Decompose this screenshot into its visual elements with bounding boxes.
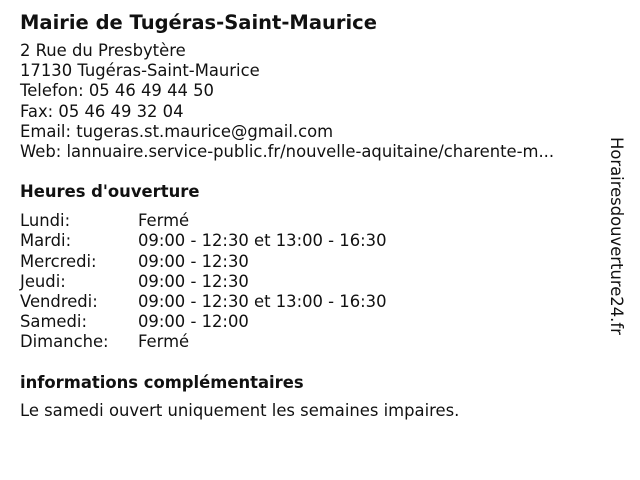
- hours-row: [20, 231, 610, 251]
- additional-info-text: Le samedi ouvert uniquement les semaines impaires.: [20, 400, 460, 420]
- hours-day: Mardi:: [20, 231, 72, 251]
- hours-day: Mercredi:: [20, 251, 97, 271]
- page-title: Mairie de Tugéras-Saint-Maurice: [20, 11, 377, 34]
- hours-row: [20, 211, 610, 231]
- hours-time: 09:00 - 12:30: [138, 251, 249, 271]
- web-line: Web: lannuaire.service-public.fr/nouvelle-aquitaine/charente-m...: [20, 142, 555, 162]
- hours-day: Vendredi:: [20, 292, 98, 312]
- business-card: [20, 9, 610, 421]
- hours-row: [20, 312, 610, 332]
- hours-row: [20, 272, 610, 292]
- hours-day: Dimanche:: [20, 332, 109, 352]
- hours-day: Lundi:: [20, 211, 71, 231]
- email-line: Email: tugeras.st.maurice@gmail.com: [20, 121, 334, 141]
- additional-info-heading: informations complémentaires: [20, 372, 304, 392]
- opening-hours-heading: Heures d'ouverture: [20, 182, 200, 202]
- hours-time: 09:00 - 12:30 et 13:00 - 16:30: [138, 292, 387, 312]
- hours-day: Samedi:: [20, 312, 87, 332]
- hours-row: [20, 252, 610, 272]
- site-brand-vertical: Horairesdouverture24.fr: [607, 137, 626, 335]
- hours-row: [20, 332, 610, 352]
- address-street: 2 Rue du Presbytère: [20, 41, 186, 60]
- opening-hours-table: [20, 211, 610, 352]
- hours-day: Jeudi:: [20, 271, 66, 291]
- hours-row: [20, 292, 610, 312]
- phone-line: Telefon: 05 46 49 44 50: [20, 81, 214, 101]
- hours-time: Fermé: [138, 332, 190, 352]
- address-city: 17130 Tugéras-Saint-Maurice: [20, 61, 260, 81]
- hours-time: 09:00 - 12:00: [138, 312, 249, 332]
- hours-time: Fermé: [138, 211, 190, 231]
- hours-time: 09:00 - 12:30: [138, 271, 249, 291]
- hours-time: 09:00 - 12:30 et 13:00 - 16:30: [138, 231, 387, 251]
- fax-line: Fax: 05 46 49 32 04: [20, 101, 184, 121]
- contact-block: [20, 41, 610, 162]
